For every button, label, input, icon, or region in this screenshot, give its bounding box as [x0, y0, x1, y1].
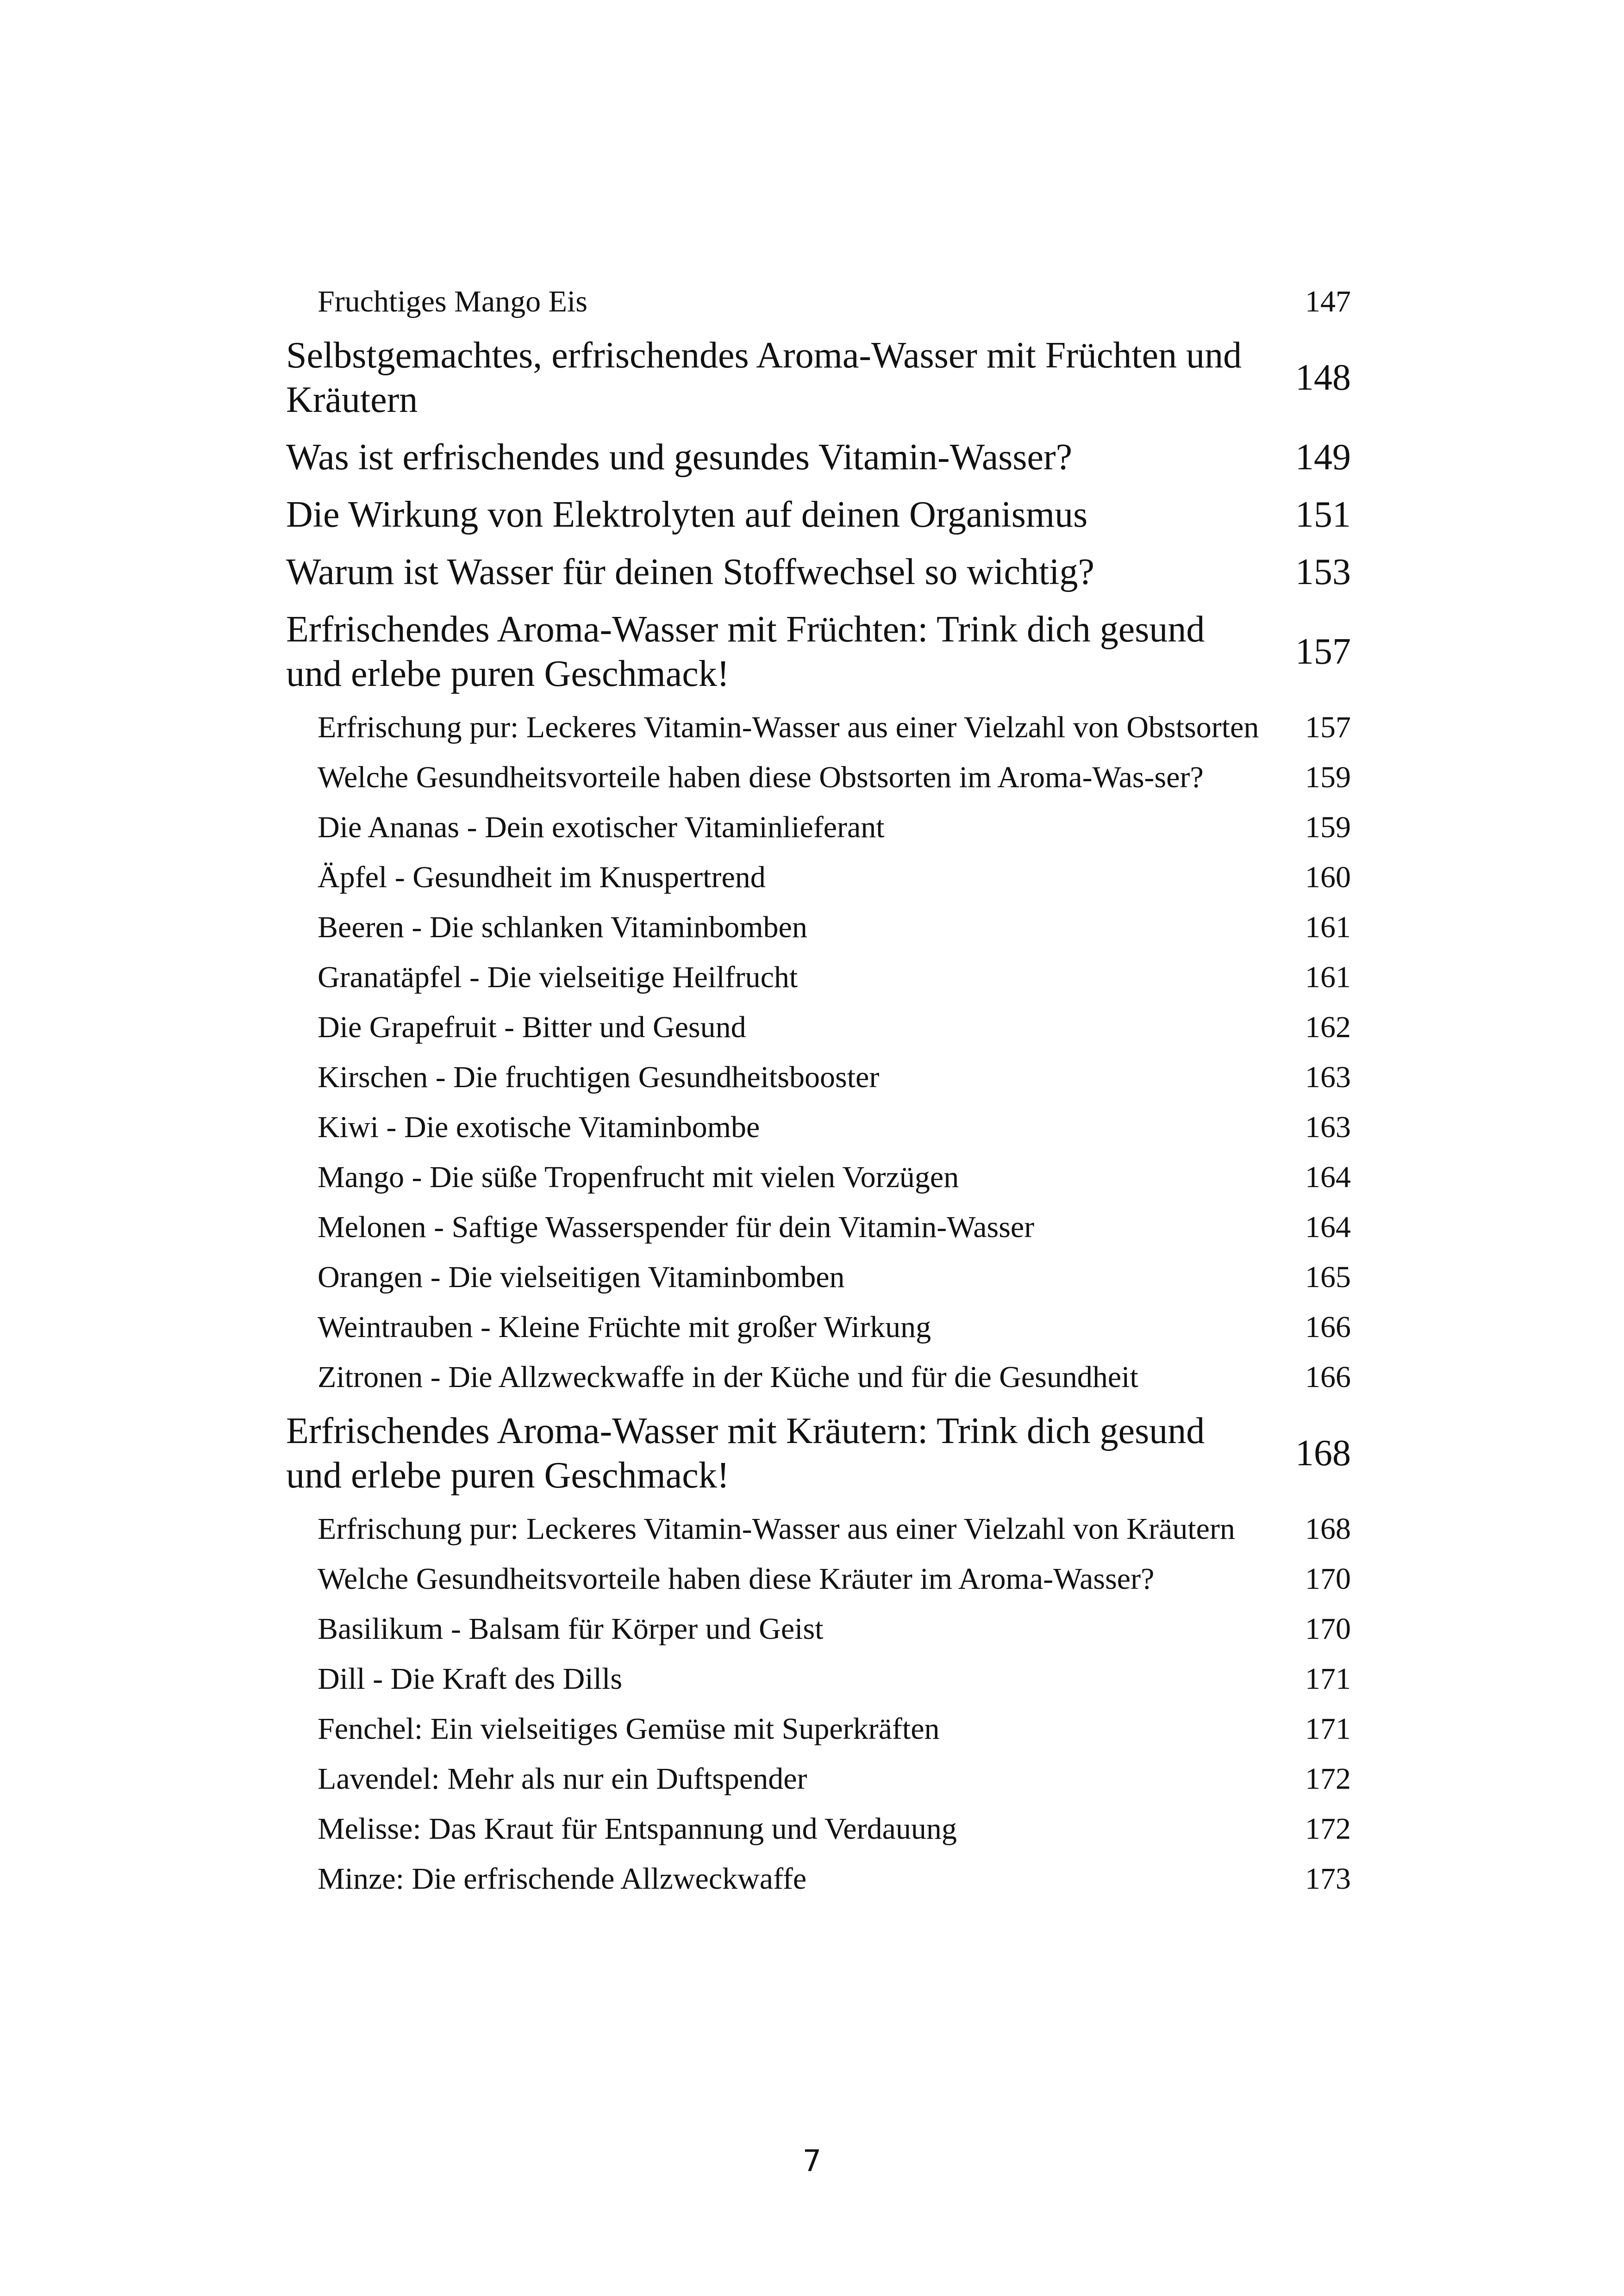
toc-entry-title: Welche Gesundheitsvorteile haben diese Kräuter im Aroma-Wasser?: [318, 1562, 1155, 1596]
toc-entry-title: Erfrischendes Aroma-Wasser mit Kräutern: Trink dich gesund und erlebe puren Geschmack!: [286, 1411, 1205, 1496]
toc-entry-title: Erfrischung pur: Leckeres Vitamin-Wasser aus einer Vielzahl von Obstsorten: [318, 710, 1259, 744]
toc-entry-title: Mango - Die süße Tropenfrucht mit vielen Vorzügen: [318, 1160, 959, 1194]
toc-entry-title: Die Grapefruit - Bitter und Gesund: [318, 1010, 746, 1044]
toc-entry-page: 160: [1305, 860, 1351, 894]
toc-entry-page: 166: [1305, 1360, 1351, 1394]
toc-entry[interactable]: [286, 1002, 1351, 1052]
toc-entry[interactable]: [286, 803, 1351, 852]
toc-entry-page: 172: [1305, 1812, 1351, 1846]
toc-entry-title: Weintrauben - Kleine Früchte mit großer Wirkung: [318, 1310, 931, 1344]
toc-entry[interactable]: [286, 429, 1351, 486]
toc-entry[interactable]: [286, 1102, 1351, 1152]
toc-entry[interactable]: [286, 902, 1351, 952]
toc-entry-title: Kirschen - Die fruchtigen Gesundheitsbooster: [318, 1060, 880, 1094]
toc-entry-title: Zitronen - Die Allzweckwaffe in der Küche und für die Gesundheit: [318, 1360, 1138, 1394]
toc-entry-page: 173: [1305, 1862, 1351, 1896]
toc-entry-page: 170: [1305, 1562, 1351, 1596]
toc-entry[interactable]: [286, 1604, 1351, 1654]
toc-entry-page: 168: [1305, 1512, 1351, 1546]
toc-entry-page: 153: [1295, 552, 1351, 592]
toc-entry-page: 165: [1305, 1260, 1351, 1294]
toc-entry-title: Kiwi - Die exotische Vitaminbombe: [318, 1110, 760, 1144]
toc-entry[interactable]: [286, 703, 1351, 753]
toc-entry-page: 164: [1305, 1160, 1351, 1194]
toc-entry-page: 157: [1305, 710, 1351, 744]
toc-entry-page: 163: [1305, 1110, 1351, 1144]
toc-entry[interactable]: [286, 1754, 1351, 1804]
toc-entry-page: 161: [1305, 910, 1351, 944]
toc-entry-title: Melonen - Saftige Wasserspender für dein Vitamin-Wasser: [318, 1210, 1035, 1244]
page-number: 7: [802, 2144, 822, 2178]
toc-entry[interactable]: [286, 952, 1351, 1002]
toc-entry[interactable]: [286, 1352, 1351, 1402]
toc-entry[interactable]: [286, 1152, 1351, 1202]
toc-entry-page: 171: [1305, 1662, 1351, 1696]
toc-entry-title: Die Wirkung von Elektrolyten auf deinen Organismus: [286, 494, 1088, 535]
toc-entry[interactable]: [286, 1302, 1351, 1352]
toc-entry[interactable]: [286, 1654, 1351, 1704]
toc-entry-page: 168: [1295, 1433, 1351, 1474]
toc-entry-title: Melisse: Das Kraut für Entspannung und Verdauung: [318, 1812, 957, 1846]
toc-entry-title: Was ist erfrischendes und gesundes Vitamin-Wasser?: [286, 437, 1073, 478]
toc-entry-title: Selbstgemachtes, erfrischendes Aroma-Wasser mit Früchten und Kräutern: [286, 335, 1242, 420]
toc-entry[interactable]: [286, 327, 1351, 429]
toc-entry-title: Orangen - Die vielseitigen Vitaminbomben: [318, 1260, 845, 1294]
toc-entry[interactable]: [286, 1504, 1351, 1554]
toc-entry-page: 171: [1305, 1712, 1351, 1746]
toc-entry-title: Fenchel: Ein vielseitiges Gemüse mit Superkräften: [318, 1712, 940, 1746]
toc-entry-title: Warum ist Wasser für deinen Stoffwechsel so wichtig?: [286, 552, 1094, 592]
toc-entry-title: Beeren - Die schlanken Vitaminbomben: [318, 910, 807, 944]
toc-entry-title: Dill - Die Kraft des Dills: [318, 1662, 623, 1696]
toc-entry[interactable]: [286, 486, 1351, 543]
toc-entry[interactable]: [286, 1402, 1351, 1504]
toc-entry[interactable]: [286, 1804, 1351, 1854]
toc-entry-title: Erfrischung pur: Leckeres Vitamin-Wasser aus einer Vielzahl von Kräutern: [318, 1512, 1235, 1546]
toc-entry-title: Die Ananas - Dein exotischer Vitaminlieferant: [318, 810, 885, 844]
toc-entry[interactable]: [286, 753, 1351, 803]
toc-entry-page: 149: [1295, 437, 1351, 478]
toc-entry-title: Basilikum - Balsam für Körper und Geist: [318, 1612, 824, 1646]
toc-entry[interactable]: [286, 1252, 1351, 1302]
toc-entry-page: 148: [1295, 357, 1351, 398]
toc-entry-title: Erfrischendes Aroma-Wasser mit Früchten: Trink dich gesund und erlebe puren Geschmack!: [286, 609, 1205, 694]
toc-entry-page: 161: [1305, 960, 1351, 994]
toc-entry[interactable]: [286, 1052, 1351, 1102]
toc-entry[interactable]: [286, 1704, 1351, 1754]
toc-entry-page: 162: [1305, 1010, 1351, 1044]
toc-entry-page: 159: [1305, 810, 1351, 844]
toc-entry-title: Minze: Die erfrischende Allzweckwaffe: [318, 1862, 807, 1896]
toc-entry-title: Welche Gesundheitsvorteile haben diese Obstsorten im Aroma-Was-ser?: [318, 760, 1204, 794]
toc-entry-title: Fruchtiges Mango Eis: [318, 285, 587, 318]
toc-entry[interactable]: [286, 277, 1351, 327]
toc-entry[interactable]: [286, 852, 1351, 902]
toc-entry-page: 166: [1305, 1310, 1351, 1344]
toc-entry-page: 157: [1295, 631, 1351, 672]
toc-entry-page: 151: [1295, 494, 1351, 535]
toc-entry[interactable]: [286, 543, 1351, 601]
toc-entry-page: 159: [1305, 760, 1351, 794]
toc-entry[interactable]: [286, 1202, 1351, 1252]
toc-entry-page: 172: [1305, 1762, 1351, 1796]
toc-entry-page: 170: [1305, 1612, 1351, 1646]
table-of-contents: [286, 277, 1351, 1904]
toc-entry-title: Granatäpfel - Die vielseitige Heilfrucht: [318, 960, 798, 994]
toc-entry[interactable]: [286, 601, 1351, 703]
toc-entry-title: Äpfel - Gesundheit im Knuspertrend: [318, 860, 766, 894]
toc-entry[interactable]: [286, 1854, 1351, 1904]
toc-entry[interactable]: [286, 1554, 1351, 1604]
toc-entry-title: Lavendel: Mehr als nur ein Duftspender: [318, 1762, 807, 1796]
toc-entry-page: 163: [1305, 1060, 1351, 1094]
toc-entry-page: 147: [1305, 285, 1351, 318]
toc-entry-page: 164: [1305, 1210, 1351, 1244]
